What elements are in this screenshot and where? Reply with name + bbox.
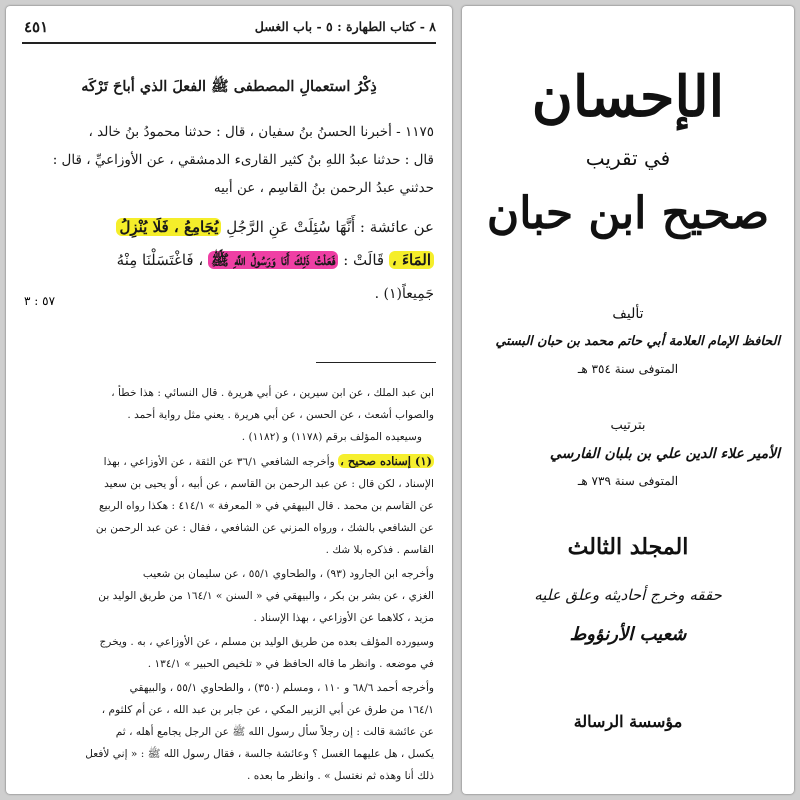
highlight-yellow-1: يُجَامِعُ ، فَلَا يُنْزِلُ bbox=[116, 218, 221, 236]
footnote-line bbox=[104, 454, 434, 468]
author-death: المتوفى سنة ٣٥٤ هـ bbox=[577, 362, 679, 376]
footnote-line: وأخرجه ابن الجارود (٩٣) ، والطحاوي ٥٥/١ ، عن سليمان بن شعيب bbox=[142, 568, 434, 580]
hadith-line-4 bbox=[116, 218, 434, 236]
highlight-pink: فَعَلْتُ ذَلِكَ أَنَا وَرَسُولُ اللَّهِ ﷺ bbox=[208, 251, 338, 269]
hadith-line-3: حدثني عبدُ الرحمن بنُ القاسِم ، عن أبيه bbox=[213, 180, 434, 196]
footnote-line: ١٦٤/١ من طرق عن أبي الزبير المكي ، عن جابر بن عبد الله ، عن أم كلثوم ، bbox=[101, 704, 434, 716]
arranger-death: المتوفى سنة ٧٣٩ هـ bbox=[577, 474, 679, 488]
hadith-line-1: ١١٧٥ - أخبرنا الحسنُ بنُ سفيان ، قال : حدثنا محمودُ بنُ خالد ، bbox=[88, 124, 434, 140]
footnote-line: في موضعه . وانظر ما قاله الحافظ في « تلخيص الحبير » ١٣٤/١ . bbox=[147, 658, 434, 670]
hadith-line-5 bbox=[117, 251, 434, 273]
footnote-line: ابن عبد الملك ، عن ابن سيرين ، عن أبي هريرة . قال النسائي : هذا خطأ ، bbox=[111, 387, 434, 399]
arranger-label: بترتيب bbox=[610, 418, 646, 433]
footnote-line: وأخرجه أحمد ٦٨/٦ و ١١٠ ، ومسلم (٣٥٠) ، والطحاوي ٥٥/١ ، والبيهقي bbox=[129, 682, 434, 694]
footnote-line: الإسناد ، لكن قال : عن عبد الرحمن بن القاسم ، عن أبيه ، أو يحيى بن سعيد bbox=[104, 478, 434, 490]
publisher-logo: مؤسسة الرسالة bbox=[573, 712, 683, 731]
footnote-line: وسيعيده المؤلف برقم (١١٧٨) و (١١٨٢) . bbox=[241, 431, 422, 443]
footnote-line: ذلك أنا وهذه ثم نغتسل » . وانظر ما بعده . bbox=[246, 770, 434, 782]
page-number: ٤٥١ bbox=[24, 18, 49, 36]
arranger-name: الأمير علاء الدين علي بن بلبان الفارسي bbox=[549, 446, 780, 462]
footnote-line: الغزي ، عن بشر بن بكر ، والبيهقي في « السنن » ١٦٤/١ من طريق الوليد بن bbox=[98, 590, 434, 602]
book-title-main: الإحسان bbox=[531, 64, 725, 130]
book-title-sahih: صحيح ابن حبان bbox=[486, 188, 770, 239]
footnote-line: عن القاسم بن محمد . قال البيهقي في « المعرفة » ٤١٤/١ : هكذا رواه الربيع bbox=[98, 500, 434, 512]
footnote-line: يكسل ، هل عليهما الغسل ؟ وعائشة جالسة ، فقال رسول الله ﷺ : « إني لأفعل bbox=[85, 748, 434, 760]
title-page bbox=[462, 6, 794, 794]
running-title: ٨ - كتاب الطهارة : ٥ - باب الغسل bbox=[254, 19, 436, 34]
footnote-line: عن الشافعي بالشك ، ورواه المزني عن الشافعي ، فقال : عن عبد الرحمن بن bbox=[95, 522, 434, 534]
hadith-text-plain: قَالَتْ : bbox=[343, 251, 385, 269]
chapter-heading: ذِكْرُ استعمالِ المصطفى ﷺ الفعلَ الذي أباحَ تَرْكَه bbox=[81, 78, 377, 95]
footnote-line: مزيد ، كلاهما عن الأوزاعي ، بهذا الإسناد . bbox=[253, 612, 434, 624]
volume-label: المجلد الثالث bbox=[567, 534, 689, 560]
margin-reference: ٥٧ : ٣ bbox=[24, 294, 56, 308]
footnote-line: والصواب أشعث ، عن الحسن ، عن أبي هريرة . يعني مثل رواية أحمد . bbox=[127, 409, 434, 421]
book-title-connector: في تقريب bbox=[585, 146, 671, 170]
footnote-line: القاسم . فذكره بلا شك . bbox=[325, 544, 434, 556]
author-label: تأليف bbox=[612, 306, 644, 322]
hadith-text-plain: عن عائشة : أَنَّهَا سُئِلَتْ عَنِ الرَّجُلِ bbox=[226, 218, 434, 236]
editor-name: شعيب الأرنؤوط bbox=[569, 624, 687, 645]
hadith-text-plain: ، فَاغْتَسَلْنَا مِنْهُ bbox=[116, 251, 204, 269]
hadith-line-6: جَمِيعاً(١) . bbox=[374, 286, 434, 302]
header-rule bbox=[22, 42, 436, 44]
highlight-yellow-3: (١) إسناده صحيح ، bbox=[340, 454, 432, 468]
footnote-line: وسيورده المؤلف بعده من طريق الوليد بن مسلم ، عن الأوزاعي ، به . ويخرج bbox=[99, 636, 434, 648]
highlight-yellow-2: المَاءَ ، bbox=[389, 251, 434, 269]
editor-credit: حققه وخرج أحاديثه وعلق عليه bbox=[534, 586, 722, 604]
footnote-text: وأخرجه الشافعي ٣٦/١ عن الثقة ، عن الأوزاعي ، بهذا bbox=[103, 456, 335, 468]
footnote-separator bbox=[316, 362, 436, 363]
author-name: الحافظ الإمام العلامة أبي حاتم محمد بن حبان البستي bbox=[495, 334, 780, 349]
hadith-line-2: قال : حدثنا عبدُ اللهِ بنُ كثير القارىء الدمشقي ، عن الأوزاعيِّ ، قال : bbox=[52, 152, 434, 168]
footnote-line: عن عائشة قالت : إن رجلاً سأل رسول الله ﷺ عن الرجل يجامع أهله ، ثم bbox=[115, 726, 434, 738]
left-book-page bbox=[6, 6, 452, 794]
